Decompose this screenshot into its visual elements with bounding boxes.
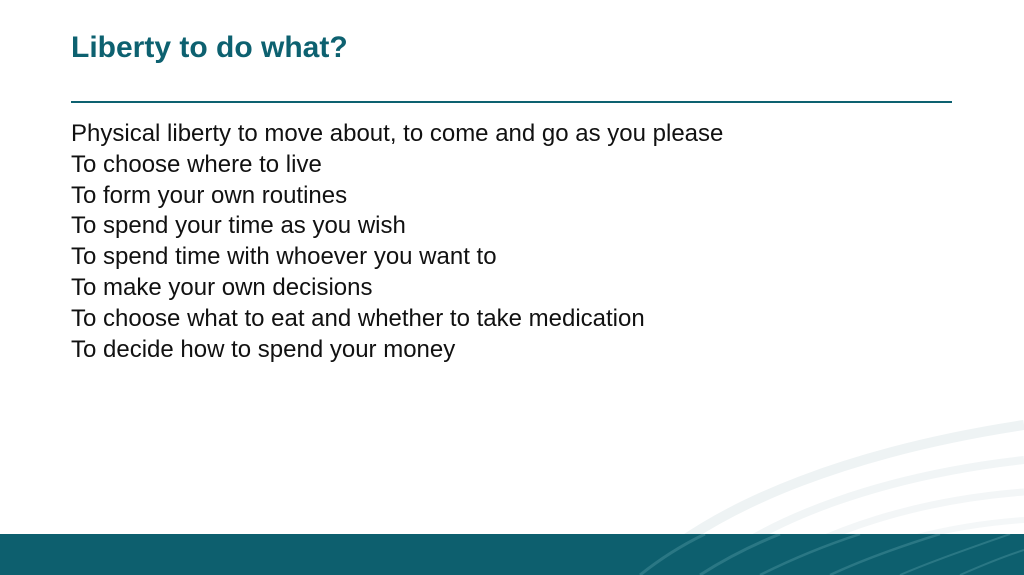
list-item: To make your own decisions bbox=[71, 273, 373, 301]
footer-swoosh bbox=[0, 534, 1024, 575]
list-item: Physical liberty to move about, to come and go as you please bbox=[71, 120, 724, 147]
slide-title: Liberty to do what? bbox=[71, 31, 348, 64]
footer-band bbox=[0, 534, 1024, 575]
list-item: To decide how to spend your money bbox=[71, 335, 456, 363]
list-item: To spend time with whoever you want to bbox=[71, 243, 497, 271]
title-divider bbox=[71, 101, 952, 103]
list-item: To form your own routines bbox=[71, 181, 348, 209]
bullet-list bbox=[71, 119, 723, 365]
list-item: To choose what to eat and whether to take medication bbox=[71, 304, 645, 332]
list-item: To spend your time as you wish bbox=[71, 212, 406, 240]
list-item: To choose where to live bbox=[71, 150, 322, 178]
